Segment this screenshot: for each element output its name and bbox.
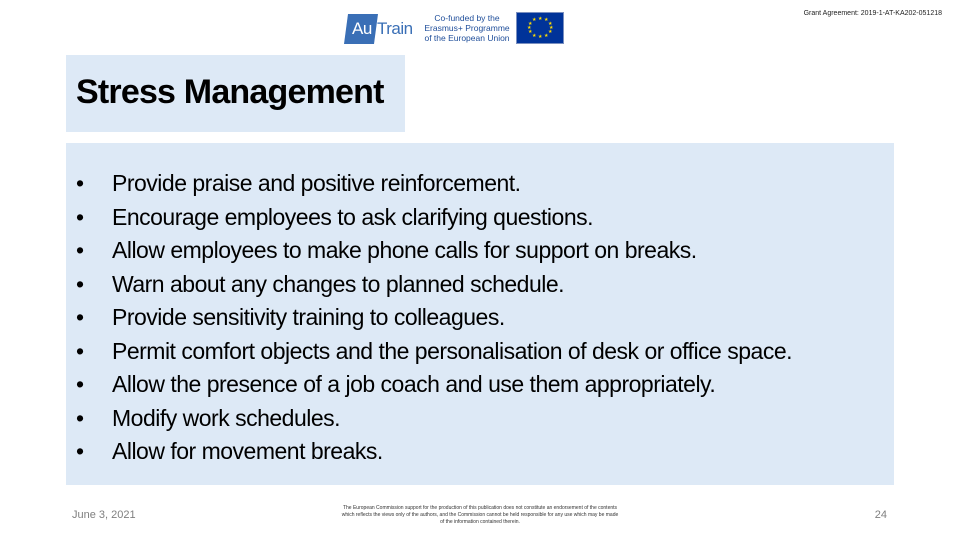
bullet-icon: • xyxy=(76,337,84,364)
list-item xyxy=(76,234,792,268)
disclaimer-line-1: The European Commission support for the production of this publication does not constitute an endorsement of the contents xyxy=(342,505,618,511)
list-item xyxy=(76,368,792,402)
bullet-text: Provide sensitivity training to colleagues. xyxy=(112,304,505,330)
bullet-icon: • xyxy=(76,203,84,230)
list-item xyxy=(76,301,792,335)
autrain-logo-text-train: Train xyxy=(377,19,413,38)
bullet-text: Allow for movement breaks. xyxy=(112,438,383,464)
list-item xyxy=(76,167,792,201)
slide-title: Stress Management xyxy=(76,73,384,111)
bullet-icon: • xyxy=(76,404,84,431)
title-panel xyxy=(66,55,405,132)
list-item xyxy=(76,335,792,369)
footer-date: June 3, 2021 xyxy=(72,509,136,521)
eu-flag-icon: ★ ★ ★ ★ ★ ★ ★ ★ ★ ★ ★ ★ xyxy=(516,12,564,44)
disclaimer-line-3: of the information contained therein. xyxy=(440,519,520,525)
autrain-logo-text-au: Au xyxy=(352,19,372,38)
page-number: 24 xyxy=(874,509,887,521)
disclaimer-line-2: which reflects the views only of the authors, and the Commission cannot be held responsible for any use which may be made xyxy=(341,512,619,518)
bullet-text: Encourage employees to ask clarifying questions. xyxy=(112,203,594,230)
cofunded-line-3: of the European Union xyxy=(424,33,510,43)
autrain-logo xyxy=(344,8,414,48)
footer-disclaimer xyxy=(310,505,650,526)
list-item xyxy=(76,435,792,469)
cofunded-text xyxy=(422,13,512,43)
content-panel xyxy=(66,143,894,485)
list-item xyxy=(76,268,792,302)
list-item xyxy=(76,201,792,235)
bullet-icon: • xyxy=(76,270,84,297)
bullet-text: Allow the presence of a job coach and use them appropriately. xyxy=(112,371,716,397)
bullet-icon: • xyxy=(76,237,84,263)
bullet-text: Provide praise and positive reinforcement. xyxy=(112,170,521,196)
cofunded-line-2: Erasmus+ Programme xyxy=(424,23,510,33)
bullet-icon: • xyxy=(76,438,84,464)
cofunded-line-1: Co-funded by the xyxy=(434,13,500,23)
bullet-list xyxy=(76,167,792,469)
bullet-text: Permit comfort objects and the personalisation of desk or office space. xyxy=(112,337,793,364)
bullet-icon: • xyxy=(76,371,84,397)
bullet-text: Modify work schedules. xyxy=(112,404,341,431)
grant-agreement: Grant Agreement: 2019-1-AT-KA202-051218 xyxy=(803,10,942,17)
bullet-text: Allow employees to make phone calls for support on breaks. xyxy=(112,237,697,263)
bullet-text: Warn about any changes to planned schedule. xyxy=(112,270,565,297)
bullet-icon: • xyxy=(76,304,84,330)
bullet-icon: • xyxy=(76,170,84,196)
list-item xyxy=(76,402,792,436)
header-logos xyxy=(344,8,564,48)
